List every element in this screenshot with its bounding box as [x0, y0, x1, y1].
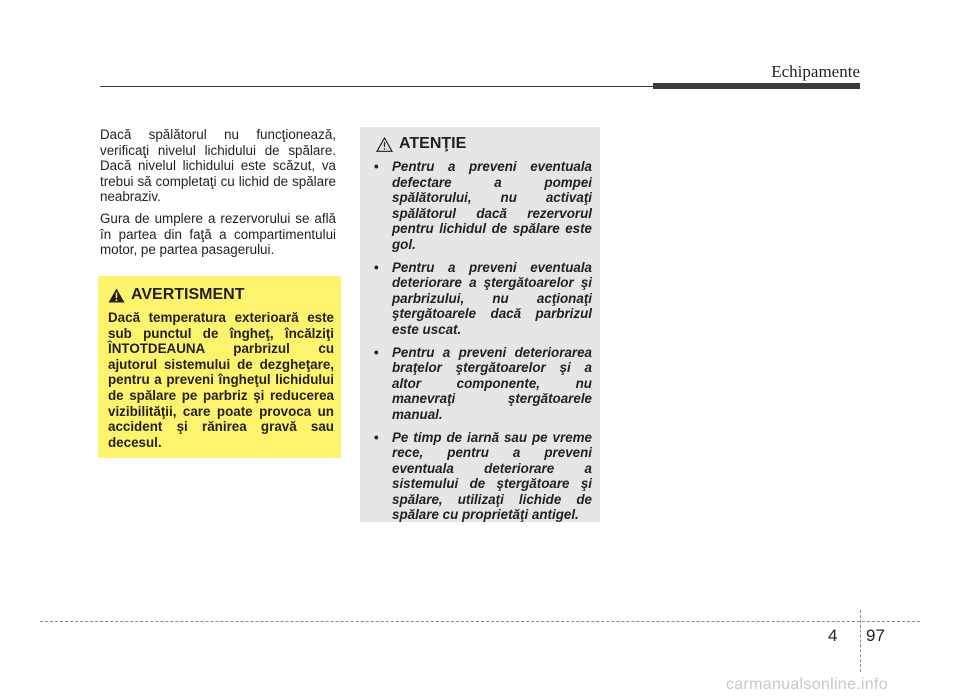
header-rule [100, 86, 653, 87]
warning-box [98, 276, 341, 458]
list-item: • Pentru a preveni deteriorarea braţelor ştergătoarelor şi a altor componente, nu manevraţi ştergătoarele manual. [374, 344, 592, 422]
footer-rule [40, 621, 920, 622]
section-title: Echipamente [771, 62, 860, 81]
list-item-text: Pentru a preveni eventuala defectare a pompei spălătorului, nu activaţi spălătorul dacă rezervorul pentru lichidul de spălare este gol. [392, 159, 592, 252]
attention-title: ATENŢIE [399, 135, 467, 152]
paragraph: Gura de umplere a rezervorului se află în partea din faţă a compartimentului motor, pe partea pasagerului. [100, 210, 336, 258]
chapter-number: 4 [828, 626, 838, 645]
warning-triangle-icon [108, 288, 125, 303]
paragraph: Dacă spălătorul nu funcţionează, verificaţi nivelul lichidului de spălare. Dacă nivelul lichidului este scăzut, va trebui să completaţi cu lichid de spălare neabraziv. [100, 127, 336, 205]
warning-header [108, 286, 334, 304]
warning-title: AVERTISMENT [131, 286, 245, 303]
list-item: • Pentru a preveni eventuala deteriorare a ştergătoarelor şi parbrizului, nu acţionaţi ştergătoarele dacă parbrizul este uscat. [374, 259, 592, 337]
warning-text: Dacă temperatura exterioară este sub punctul de îngheţ, încălziţi ÎNTOTDEAUNA parbrizul cu ajutorul sistemului de dezgheţare, pentru a preveni îngheţul lichidului de spălare pe parbriz şi reducerea vizibilităţii, care poate provoca un accident şi rănirea gravă sau decesul. [108, 310, 334, 450]
list-item: • Pe timp de iarnă sau pe vreme rece, pentru a preveni eventuala deteriorare a sistemului de ştergătoare şi spălare, utilizaţi lichide de spălare cu proprietăţi antigel. [374, 429, 592, 523]
attention-box [360, 127, 600, 522]
list-item: • Pentru a preveni eventuala defectare a pompei spălătorului, nu activaţi spălătorul dacă rezervorul pentru lichidul de spălare este gol. [374, 159, 592, 252]
watermark: carmanualsonline.info [726, 676, 888, 693]
attention-header [370, 135, 592, 153]
list-item-text: Pe timp de iarnă sau pe vreme rece, pentru a preveni eventuala deteriorare a sistemului de ştergătoare şi spălare, utilizaţi lichide de spălare cu proprietăţi antigel. [392, 429, 592, 523]
caution-triangle-icon [376, 137, 393, 152]
page-divider [860, 610, 861, 672]
body-text [100, 127, 336, 264]
page-number: 97 [866, 626, 885, 645]
attention-list [370, 159, 592, 523]
list-item-text: Pentru a preveni deteriorarea braţelor ştergătoarelor şi a altor componente, nu manevraţi ştergătoarele manual. [392, 344, 592, 422]
header-bar [653, 83, 860, 89]
list-item-text: Pentru a preveni eventuala deteriorare a ştergătoarelor şi parbrizului, nu acţionaţi ştergătoarele dacă parbrizul este uscat. [392, 259, 592, 337]
